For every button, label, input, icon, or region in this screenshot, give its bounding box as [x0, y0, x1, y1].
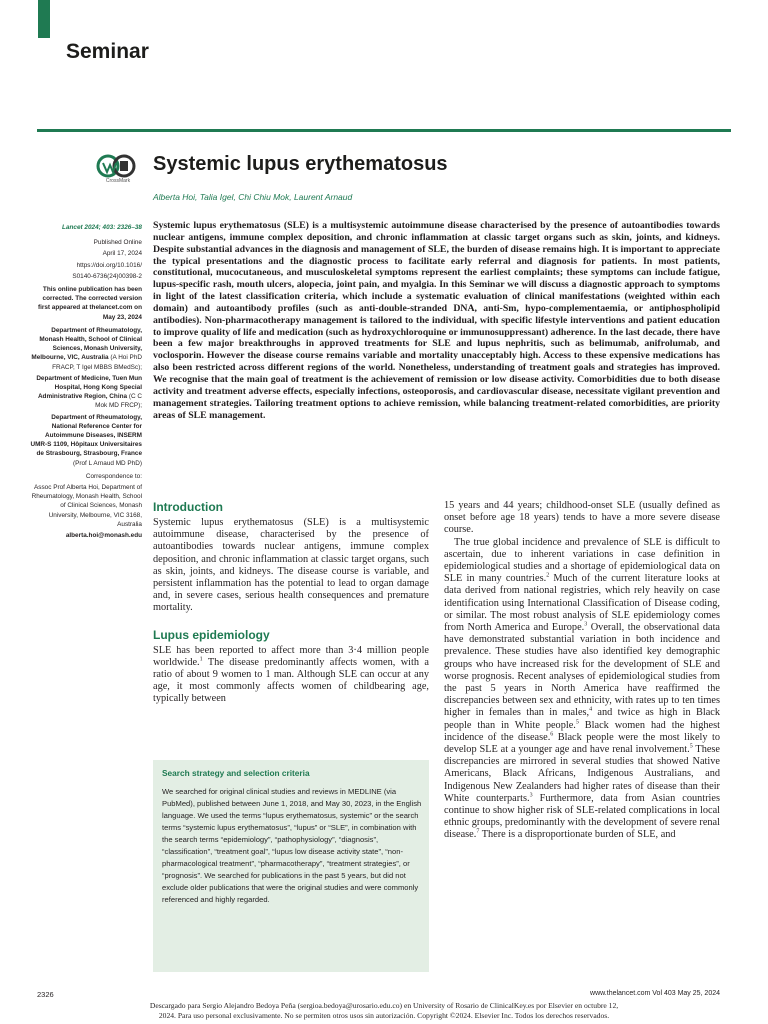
reference-marker[interactable]: 3 — [529, 792, 533, 799]
affiliation-3-authors: (Prof L Arnaud MD PhD) — [72, 459, 142, 467]
continued-paragraph: 15 years and 44 years; childhood-onset SLE (usually defined as onset before age 18 years) tends to have a more severe disease course. — [444, 500, 720, 536]
reference-marker[interactable]: 5 — [689, 743, 693, 750]
correspondence-label: Correspondence to: — [85, 472, 142, 480]
reference-marker[interactable]: 7 — [476, 829, 480, 836]
section-title: Seminar — [66, 40, 149, 63]
download-notice-line-2: 2024. Para uso personal exclusivamente. No se permiten otros usos sin autorización. Copyright ©2024. Elsevier Inc. Todos los derechos reservados. — [158, 1010, 610, 1020]
epidemiology-heading: Lupus epidemiology — [153, 627, 270, 642]
correction-note: This online publication has been corrected. The corrected version first appeared at thelancet.com on May 23, 2024 — [37, 286, 142, 321]
text-run: There is a disproportionate burden of SLE, and — [479, 829, 676, 841]
download-notice — [0, 1001, 768, 1020]
reference-marker[interactable]: 3 — [584, 621, 588, 628]
affiliation-1 — [30, 326, 142, 372]
page-number: 2326 — [37, 990, 54, 999]
correspondence-address: Assoc Prof Alberta Hoi, Department of Rheumatology, Monash Health, School of Clinical Sciences, Monash University, Melbourne, VIC 3168, Australia — [31, 484, 142, 528]
article-sidebar — [30, 223, 142, 542]
intro-paragraph: Systemic lupus erythematosus (SLE) is a multisystemic autoimmune disease, characterised by the presence of autoantibodies towards nuclear antigens, immune complex deposition, and chronic inflammation at classic target organs, such as skin, joints, and kidneys. The disease course is variable, and persistent inflammation has the potential to lead to organ damage and, in severe cases, serious health consequences and premature mortality. — [153, 517, 429, 614]
text-run: Much of the current literature looks at data derived from national registries, which rely heavily on case identification using International Classification of Disease coding, or similar. The most robust analysis of SLE epidemiology comes from North America and Europe. — [444, 573, 720, 634]
published-date: April 17, 2024 — [102, 250, 142, 258]
reference-marker[interactable]: 1 — [199, 656, 203, 663]
reference-marker[interactable]: 6 — [550, 731, 554, 738]
text-run: The disease predominantly affects women, with a ratio of about 9 women to 1 man. Although SLE can occur at any age, it most commonly affects women of childbearing age, typically between — [153, 656, 429, 705]
download-notice-line-1: Descargado para Sergio Alejandro Bedoya Peña (sergioa.bedoya@urosario.edu.co) en University of Rosario de ClinicalKey.es por Elsevier en octubre 12, — [149, 1001, 619, 1010]
crossmark-label: CrossMark — [105, 178, 131, 184]
reference-marker[interactable]: 5 — [575, 719, 579, 726]
text-run: and twice as high in Black people than in White people. — [444, 707, 720, 731]
text-run: Black women had the highest incidence of the disease. — [444, 719, 720, 743]
article-title: Systemic lupus erythematosus — [153, 153, 448, 175]
affiliation-3 — [30, 413, 142, 468]
reference-marker[interactable]: 2 — [546, 572, 550, 579]
main-column-2 — [444, 500, 720, 842]
reference-marker[interactable]: 4 — [589, 707, 593, 714]
affiliation-3-name: Department of Rheumatology, National Reference Center for Autoimmune Diseases, INSERM UMR-S 1109, Hôpitaux Universitaires de Strasbourg, Strasbourg, France — [30, 413, 142, 458]
header-rule — [37, 129, 731, 132]
incidence-paragraph — [444, 537, 720, 842]
affiliation-2-authors: (C C Mok MD FRCP); — [95, 393, 142, 410]
affiliation-1-name: Department of Rheumatology, Monash Health, School of Clinical Sciences, Monash University, Melbourne, VIC, Australia — [31, 326, 142, 362]
text-run: The true global incidence and prevalence of SLE is difficult to ascertain, due to inherent variations in case definition in epidemiological studies and a shortage of epidemiological data on SLE in many countries. — [444, 536, 720, 585]
journal-color-tab — [38, 0, 50, 38]
affiliation-1-authors: (A Hoi PhD FRACP, T Igel MBBS BMedSc); — [52, 354, 142, 371]
text-run: Furthermore, data from Asian countries continue to show higher risk of SLE-related complications in local ethnic groups, predominantly with the development of severe renal disease. — [444, 792, 720, 841]
doi-line-1[interactable]: https://doi.org/10.1016/ — [76, 261, 142, 269]
panel-title: Search strategy and selection criteria — [162, 768, 310, 778]
abstract: Systemic lupus erythematosus (SLE) is a multisystemic autoimmune disease characterised by the presence of autoantibodies towards nuclear antigens, immune complex deposition, and chronic inflammation at classic target organs such as skin, joints, and kidneys. Despite substantial advances in the diagnosis and management of SLE, the burden of disease remains high. It is important to appreciate the typical presentations and the diagnostic process to facilitate early referral and diagnosis for patients. In most patients, constitutional, mucocutaneous, and musculoskeletal symptoms represent the earliest complaints; these symptoms can include fatigue, lupus-specific rash, mouth ulcers, alopecia, joint pain, and myalgia. In this Seminar we will discuss a diagnostic approach to symptoms in light of the latest classification criteria, which include a systematic evaluation of clinical manifestations (weighted within each domain) and autoantibody profiles (such as anti-double-stranded DNA, anti-Sm, hypo-complementaemia, or antiphospholipid antibodies). Non-pharmacotherapy management is tailored to the individual, with specific lifestyle interventions and patient education to improve quality of life and medication (such as hydroxychloroquine or immunosuppressant) adherence. In the last decade, there have been a few major breakthroughs in approved treatments for SLE and lupus nephritis, such as belimumab, anifrolumab, and voclosporin. However the disease course remains variable and mortality unacceptably high. Access to these expensive medications has also been restricted across different regions of the world. Nonetheless, understanding of treatment goals and strategies has improved. We recognise that the main goal of treatment is the achievement of remission or low disease activity. Comorbidities due to both disease activity and treatment adverse effects, especially infections, osteoporosis, and cardiovascular disease, necessitate vigilant prevention and management strategies. Tailoring treatment options to achieve remission, while balancing treatment-related comorbidities, are priority areas of SLE management. — [153, 220, 720, 421]
main-column-1 — [153, 500, 429, 706]
citation: Lancet 2024; 403: 2326–38 — [62, 224, 142, 231]
affiliation-2-name: Department of Medicine, Tuen Mun Hospital, Hong Kong Special Administrative Region, China — [36, 374, 142, 401]
text-run: Overall, the observational data have demonstrated substantial variation in both incidence and prevalence. These studies have also identified key demographic groups who have increased risk for the development of SLE and worse prognosis. Recent analyses of epidemiological studies from the past 5 years in North America have reaffirmed the discrepancies between sex and ethnicity, with rates up to ten times higher in females than in males, — [444, 622, 720, 719]
crossmark-icon[interactable] — [95, 152, 139, 192]
search-strategy-panel — [153, 760, 429, 972]
doi-line-2[interactable]: S0140-6736(24)00398-2 — [72, 272, 142, 280]
text-run: Black people were the most likely to develop SLE at a younger age and have renal involvement. — [444, 731, 720, 756]
article-authors: Alberta Hoi, Talia Igel, Chi Chiu Mok, Laurent Arnaud — [153, 192, 353, 202]
epidemiology-paragraph — [153, 645, 429, 706]
text-run: These discrepancies are mirrored in several studies that showed Native Americans, Black Africans, Indigenous Australians, and Indigenous New Zealanders had higher rates of disease than their White counterparts. — [444, 744, 720, 804]
intro-heading: Introduction — [153, 500, 223, 514]
text-run: SLE has been reported to affect more than 3·4 million people worldwide. — [153, 644, 429, 668]
correspondence-email[interactable]: alberta.hoi@monash.edu — [65, 532, 142, 540]
affiliation-2 — [30, 374, 142, 411]
published-online-label: Published Online — [93, 239, 142, 247]
panel-body: We searched for original clinical studies and reviews in MEDLINE (via PubMed), published between June 1, 2018, and May 30, 2023, in the English language. We used the terms “lupus erythematosus, systemic” or the search terms “systemic lupus erythematosus”, “lupus” or “SLE”, in combination with the search terms “epidemiology”, “pathophysiology”, “diagnosis”, “classification”, “treatment goal”, “lupus low disease activity state”, “non-pharmacological treatment”, “pharmacotherapy”, “treatment strategies”, or “prognosis”. We searched for publications in the past 5 years, but did not exclude older publications that were the original studies and were commonly referenced and highly regarded. — [162, 787, 422, 904]
footer-journal-info: www.thelancet.com Vol 403 May 25, 2024 — [590, 990, 720, 997]
